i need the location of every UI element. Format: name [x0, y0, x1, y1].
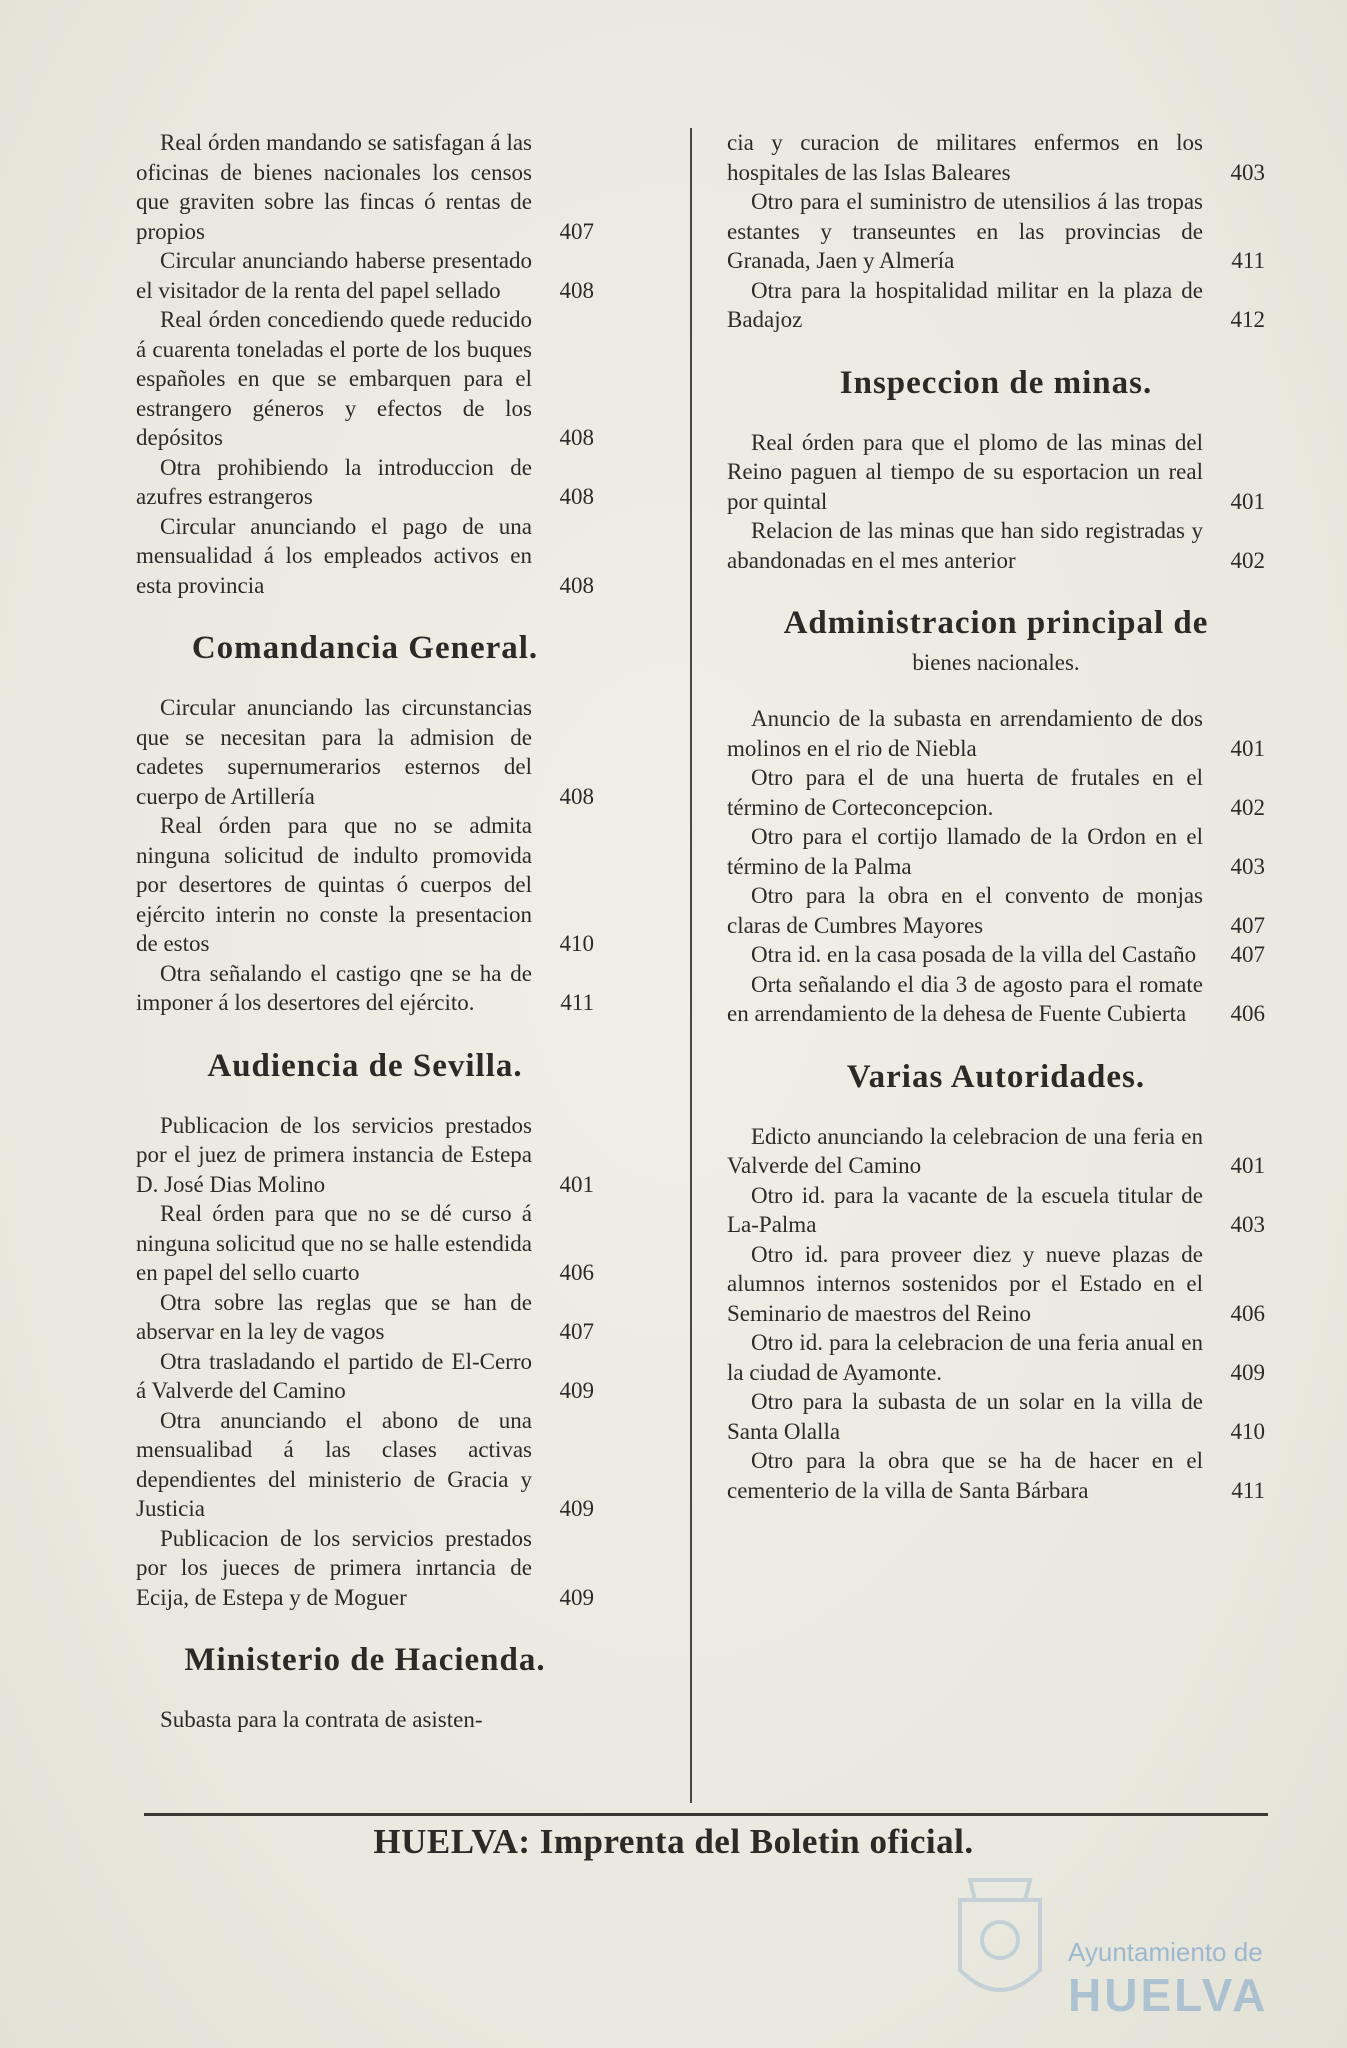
section-title-varias: Varias Autoridades. [846, 1058, 1146, 1095]
entry-text: Real órden para que no se dé curso á ninguna solicitud que no se halle estendida en papel del sello cuarto [136, 1201, 532, 1285]
left-column [136, 128, 594, 1735]
section-title-hacienda: Ministerio de Hacienda. [184, 1642, 546, 1678]
index-entry [136, 1199, 594, 1288]
entry-page-number: 411 [560, 990, 594, 1015]
entry-page-number: 403 [1230, 1212, 1265, 1237]
index-entry [727, 187, 1265, 276]
entries-minas [727, 428, 1265, 576]
index-entry [727, 516, 1265, 575]
index-entry [727, 881, 1265, 940]
entry-text: Otro para la subasta de un solar en la villa de Santa Olalla [727, 1389, 1203, 1444]
footer-imprint: HUELVA: Imprenta del Boletin oficial. [373, 1822, 974, 1861]
entry-text: Otro id. para la celebracion de una feria anual en la ciudad de Ayamonte. [727, 1330, 1203, 1385]
watermark-line2: HUELVA [1068, 1969, 1269, 2021]
index-entry [136, 811, 594, 959]
entry-page-number: 407 [1230, 942, 1265, 967]
right-column [727, 128, 1265, 1505]
entry-text: cia y curacion de militares enfermos en los hospitales de las Islas Baleares [727, 130, 1203, 185]
entry-page-number: 406 [559, 1260, 594, 1285]
entry-page-number: 407 [559, 218, 594, 244]
entry-text: Otra anunciando el abono de una mensualibad á las clases activas dependientes del ministerio de Gracia y Justicia [136, 1407, 532, 1521]
entry-page-number: 408 [559, 484, 594, 509]
entry-text: Otra trasladando el partido de El-Cerro á Valverde del Camino [136, 1348, 532, 1403]
index-entry [727, 1328, 1265, 1387]
section-title-minas: Inspeccion de minas. [839, 364, 1153, 401]
section-title-administracion: Administracion principal de [783, 605, 1209, 641]
entry-page-number: 409 [559, 1584, 594, 1610]
index-entry [136, 1347, 594, 1406]
entry-page-number: 411 [1231, 1477, 1265, 1503]
entry-text: Circular anunciando las circunstancias que se necesitan para la admision de cadetes supernumerarios esternos del cuerpo de Artillería [136, 695, 532, 809]
entry-page-number: 402 [1230, 547, 1265, 573]
entry-page-number: 407 [559, 1319, 594, 1344]
index-entry [727, 704, 1265, 763]
entry-page-number: 409 [1230, 1359, 1265, 1385]
footer-rule [144, 1813, 1268, 1816]
entry-page-number: 411 [1231, 248, 1265, 273]
index-entry [727, 1240, 1265, 1329]
entry-text: Circular anunciando el pago de una mensualidad á los empleados activos en esta provincia [136, 513, 532, 598]
entry-text: Real órden concediendo quede reducido á cuarenta toneladas el porte de los buques españoles en que se embarquen para el estrangero géneros y efectos de los depósitos [136, 307, 532, 450]
entries-top [136, 128, 594, 600]
entry-text: Otro para el de una huerta de frutales en el término de Corteconcepcion. [727, 765, 1203, 820]
index-entry [727, 428, 1265, 517]
entry-page-number: 402 [1230, 794, 1265, 820]
entry-text: Real órden para que el plomo de las minas del Reino paguen al tiempo de su esportacion un real por quintal [727, 429, 1203, 514]
entry-page-number: 406 [1230, 1300, 1265, 1326]
entry-text: Publicacion de los servicios prestados por el juez de primera instancia de Estepa D. José Dias Molino [136, 1112, 532, 1197]
entry-text: Otro id. para la vacante de la escuela titular de La-Palma [727, 1182, 1203, 1237]
entry-text: Otro id. para proveer diez y nueve plazas de alumnos internos sostenidos por el Estado en el Seminario de maestros del Reino [727, 1241, 1203, 1326]
section-subtitle-administracion: bienes nacionales. [912, 650, 1080, 675]
entry-text: Relacion de las minas que han sido registradas y abandonadas en el mes anterior [727, 518, 1203, 573]
index-entry [727, 276, 1265, 335]
entry-page-number: 407 [1230, 912, 1265, 938]
watermark-line1: Ayuntamiento de [1068, 1937, 1263, 1967]
entry-page-number: 412 [1230, 307, 1265, 332]
entries-audiencia [136, 1111, 594, 1613]
index-entry [727, 822, 1265, 881]
entry-text: Orta señalando el dia 3 de agosto para el romate en arrendamiento de la dehesa de Fuente Cubierta [727, 971, 1203, 1026]
entry-page-number: 408 [559, 783, 594, 809]
entry-page-number: 410 [559, 931, 594, 956]
entry-page-number: 401 [1230, 488, 1265, 514]
index-entry [136, 305, 594, 453]
index-entry [136, 246, 594, 305]
entry-text: Edicto anunciando la celebracion de una feria en Valverde del Camino [727, 1123, 1203, 1178]
index-entry [727, 763, 1265, 822]
index-entry [727, 1181, 1265, 1240]
entry-page-number: 406 [1230, 1001, 1265, 1026]
index-entry [136, 1524, 594, 1613]
entry-text: Otro para la obra que se ha de hacer en el cementerio de la villa de Santa Bárbara [727, 1448, 1203, 1503]
index-entry [136, 453, 594, 512]
entry-page-number: 408 [559, 572, 594, 598]
entry-text: Otro para la obra en el convento de monjas claras de Cumbres Mayores [727, 883, 1203, 938]
entries-comandancia [136, 693, 594, 1018]
column-divider [690, 128, 692, 1803]
entry-page-number: 409 [559, 1496, 594, 1521]
entry-page-number: 408 [559, 277, 594, 303]
index-entry [727, 1387, 1265, 1446]
entry-text: Real órden mandando se satisfagan á las oficinas de bienes nacionales los censos que graviten sobre las fincas ó rentas de propios [136, 130, 532, 244]
entry-text: Otra prohibiendo la introduccion de azufres estrangeros [136, 454, 532, 509]
entry-text: Circular anunciando haberse presentado el visitador de la renta del papel sellado [136, 248, 532, 303]
entry-page-number: 408 [559, 425, 594, 450]
index-entry [727, 1122, 1265, 1181]
section-title-audiencia: Audiencia de Sevilla. [207, 1047, 523, 1084]
entry-text: Otra id. en la casa posada de la villa del Castaño [751, 942, 1197, 967]
entries-administracion [727, 704, 1265, 1029]
entry-text: Real órden para que no se admita ninguna solicitud de indulto promovida por desertores de quintas ó cuerpos del ejército interin no conste la presentacion de estos [136, 813, 532, 956]
index-entry [136, 512, 594, 601]
entries-varias [727, 1122, 1265, 1506]
entry-page-number: 410 [1230, 1418, 1265, 1444]
index-entry [727, 970, 1265, 1029]
entry-text: Otra sobre las reglas que se han de abservar en la ley de vagos [136, 1289, 532, 1344]
entry-page-number: 403 [1230, 853, 1265, 879]
entry-text: Otra señalando el castigo qne se ha de imponer á los desertores del ejército. [136, 960, 532, 1015]
entry-text: Subasta para la contrata de asisten- [160, 1707, 483, 1732]
index-entry [727, 940, 1265, 970]
index-entry [136, 1406, 594, 1524]
entry-text: Publicacion de los servicios prestados por los jueces de primera inrtancia de Ecija, de Estepa y de Moguer [136, 1525, 532, 1610]
entry-page-number: 403 [1230, 159, 1265, 185]
entry-text: Anuncio de la subasta en arrendamiento de dos molinos en el rio de Niebla [727, 706, 1203, 761]
entry-hacienda-start [136, 1705, 594, 1735]
index-entry [727, 1446, 1265, 1505]
index-entry [136, 1288, 594, 1347]
entry-text: Otro para el cortijo llamado de la Ordon en el término de la Palma [727, 824, 1203, 879]
index-entry [136, 128, 594, 246]
section-title-comandancia: Comandancia General. [191, 630, 539, 666]
index-entry [136, 693, 594, 811]
entry-page-number: 401 [1230, 735, 1265, 761]
index-entry [136, 959, 594, 1018]
entry-text: Otro para el suministro de utensilios á las tropas estantes y transeuntes en las provincias de Granada, Jaen y Almería [727, 189, 1203, 273]
entry-page-number: 401 [559, 1171, 594, 1197]
entry-page-number: 409 [559, 1378, 594, 1403]
entries-top-right [727, 128, 1265, 335]
entry-page-number: 401 [1230, 1153, 1265, 1178]
index-entry [136, 1111, 594, 1200]
index-entry [727, 128, 1265, 187]
entry-text: Otra para la hospitalidad militar en la plaza de Badajoz [727, 277, 1203, 332]
